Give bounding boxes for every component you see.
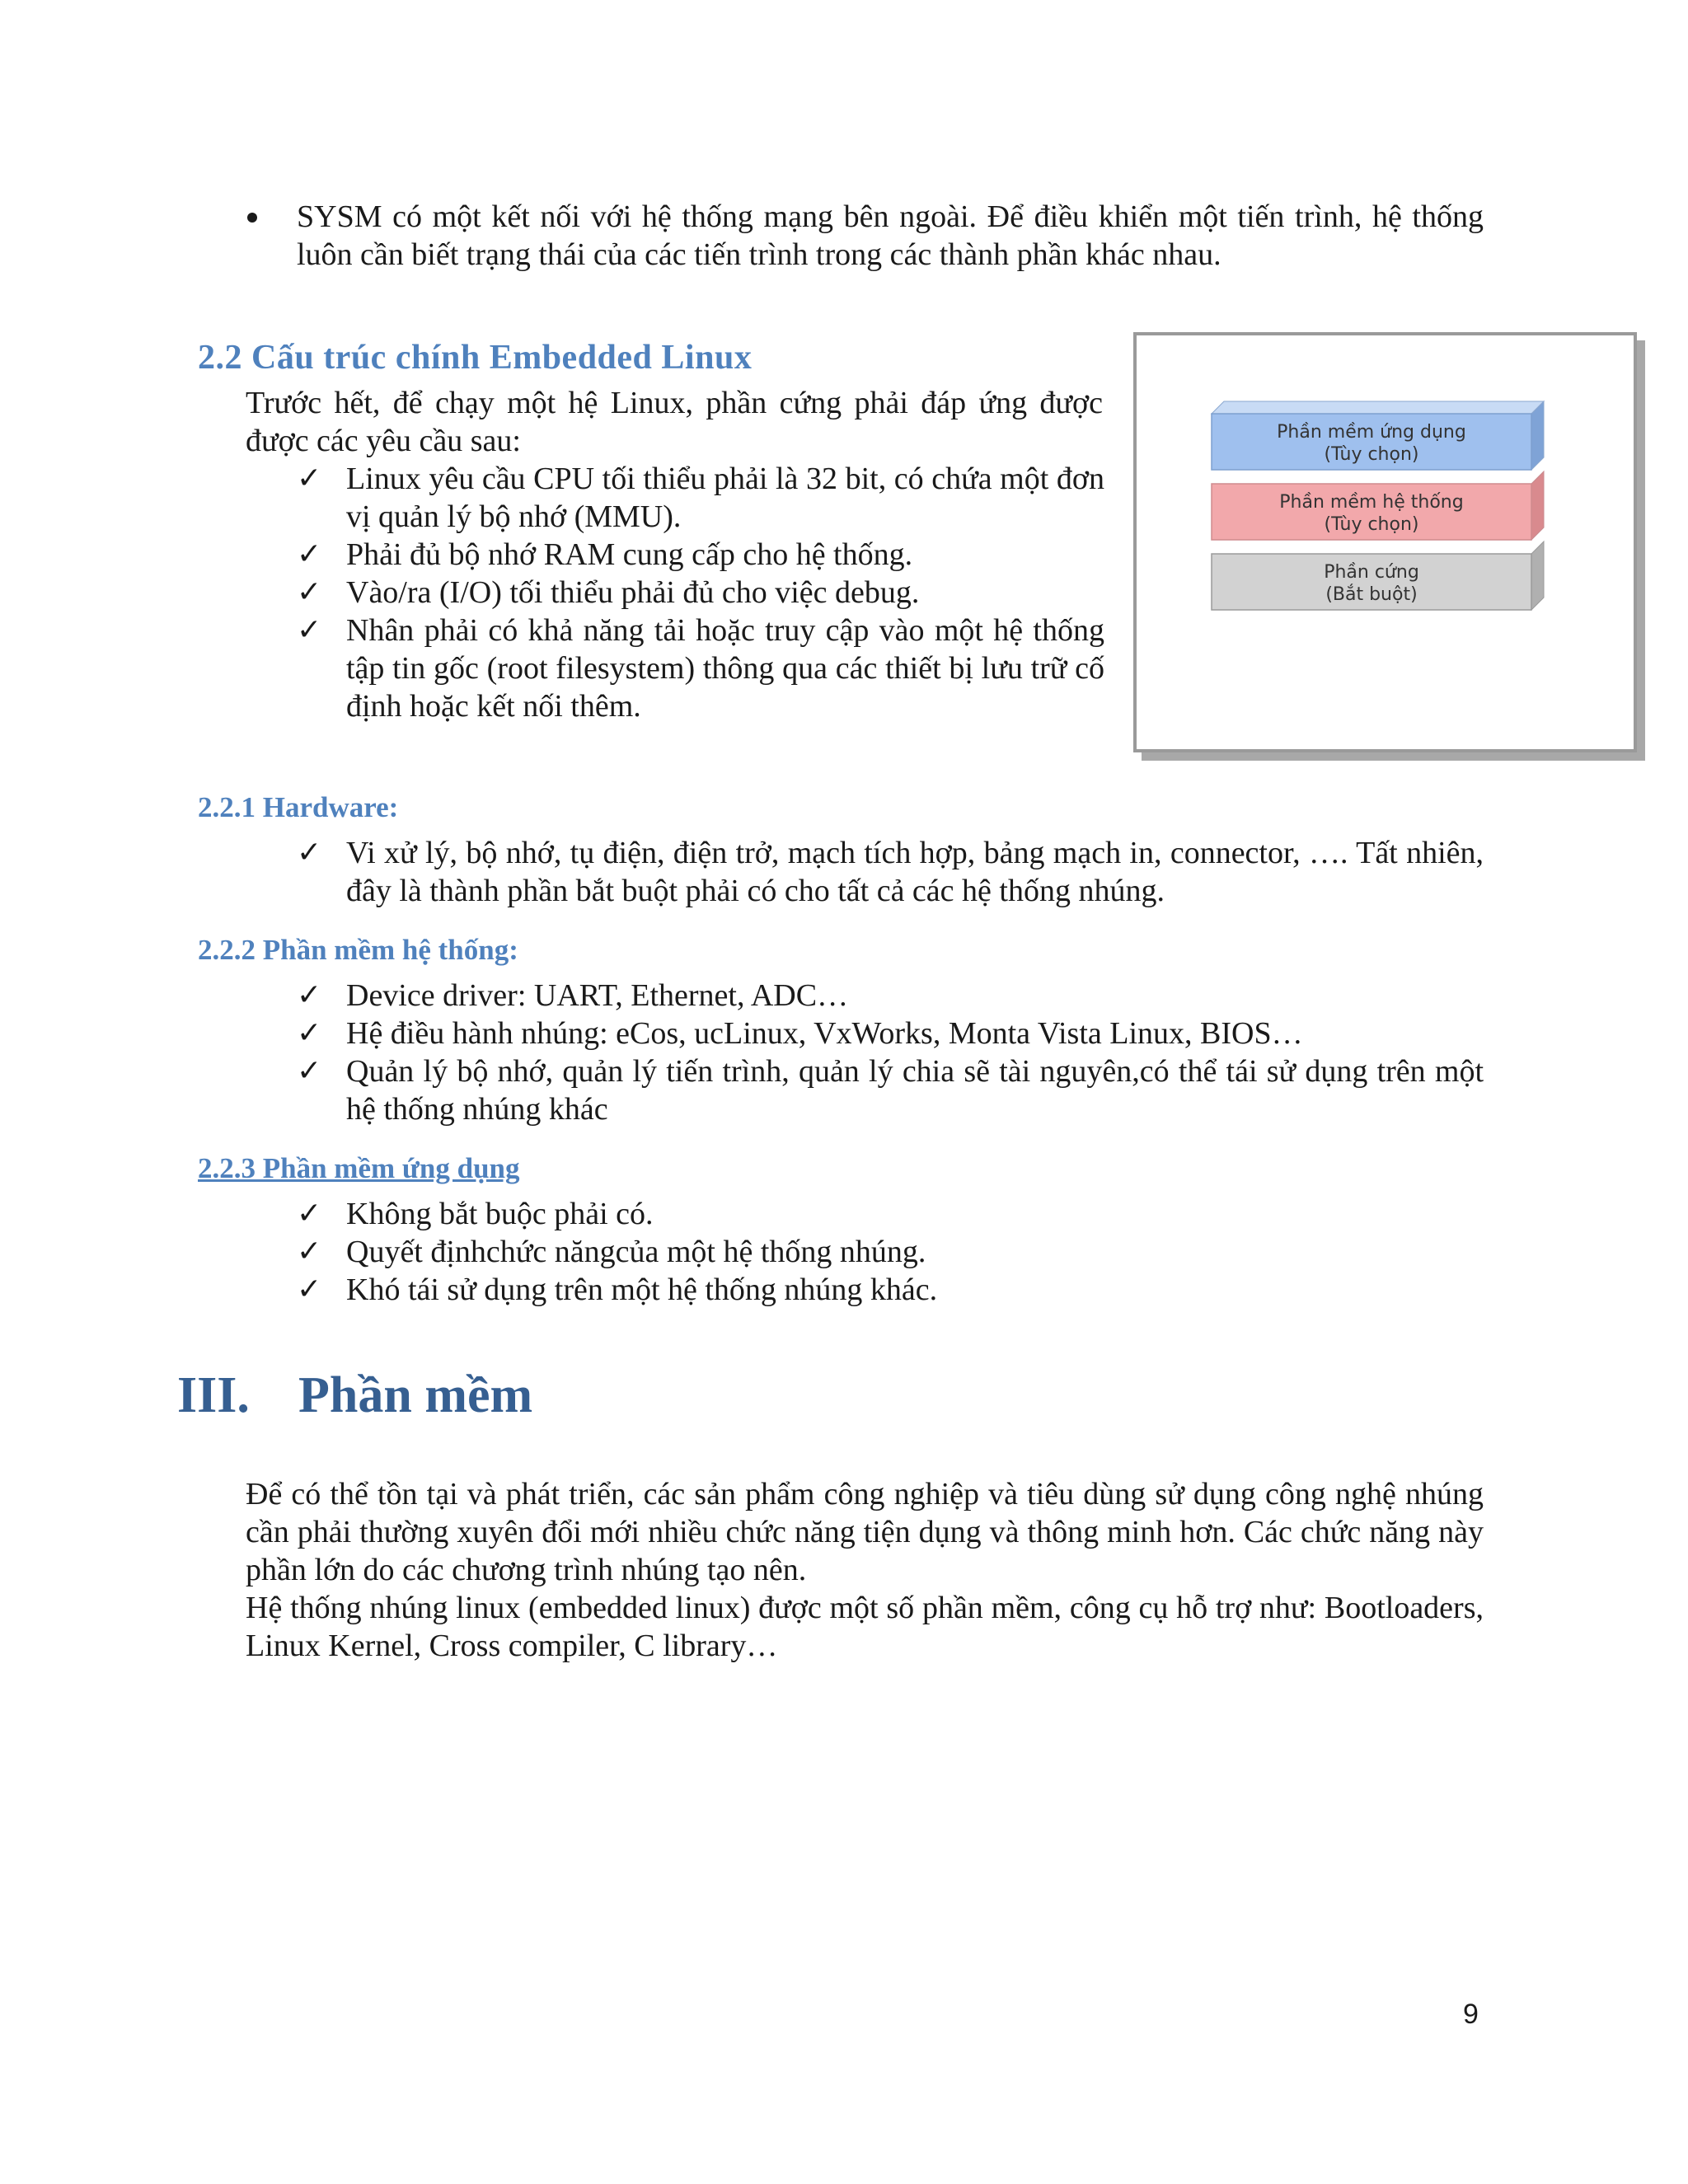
layer-system-software xyxy=(1212,471,1544,540)
list-item: ✓ Nhân phải có khả năng tải hoặc truy cập vào một hệ thống tập tin gốc (root filesystem) thông qua các thiết bị lưu trữ cố định hoặc kết nối thêm. xyxy=(297,613,1104,724)
list-item: ✓ Hệ điều hành nhúng: eCos, ucLinux, VxWorks, Monta Vista Linux, BIOS… xyxy=(297,1016,1303,1051)
layer-application-label: Phần mềm ứng dụng xyxy=(1277,422,1466,443)
checkmark-icon: ✓ xyxy=(297,978,322,1012)
intro-bullet xyxy=(247,198,1484,274)
checkmark-icon: ✓ xyxy=(297,462,322,495)
section-3-paragraph-1: Để có thể tồn tại và phát triển, các sản phẩm công nghiệp và tiêu dùng sử dụng công nghệ nhúng cần phải thường xuyên đổi mới nhiều chức năng tiện dụng và thông minh hơn. Các chức năng này phần lớn do các chương trình nhúng tạo nên. xyxy=(246,1477,1484,1587)
layer-application-sublabel: (Tùy chọn) xyxy=(1324,444,1419,465)
layer-hardware-label: Phần cứng xyxy=(1324,562,1419,583)
checkmark-icon: ✓ xyxy=(297,836,322,869)
heading-2-2-3: 2.2.3 Phần mềm ứng dụng xyxy=(198,1152,520,1184)
layer-system-label: Phần mềm hệ thống xyxy=(1279,492,1464,513)
checkmark-icon: ✓ xyxy=(297,575,322,609)
layer-diagram xyxy=(1137,335,1634,749)
checkmark-icon: ✓ xyxy=(297,1235,322,1268)
section-2-2-3-list xyxy=(297,1195,1484,1309)
section-2-2-intro: Trước hết, để chạy một hệ Linux, phần cứng phải đáp ứng được được các yêu cầu sau: xyxy=(246,386,1103,458)
checkmark-icon: ✓ xyxy=(297,1016,322,1050)
section-3-number: III. xyxy=(177,1367,250,1423)
checkmark-icon: ✓ xyxy=(297,537,322,571)
heading-2-2: 2.2 Cấu trúc chính Embedded Linux xyxy=(198,339,753,377)
section-3-title: Phần mềm xyxy=(298,1367,533,1423)
list-item: ✓ Vào/ra (I/O) tối thiểu phải đủ cho việc debug. xyxy=(297,575,920,610)
layer-hardware xyxy=(1212,541,1544,610)
layer-hardware-sublabel: (Bắt buột) xyxy=(1325,584,1418,605)
list-item: ✓ Phải đủ bộ nhớ RAM cung cấp cho hệ thống. xyxy=(297,537,913,572)
heading-2-2-1: 2.2.1 Hardware: xyxy=(198,791,399,823)
section-2-2-2-list xyxy=(297,977,1484,1128)
layer-system-sublabel: (Tùy chọn) xyxy=(1324,514,1419,535)
section-2-2-list xyxy=(297,460,1104,725)
list-item: ✓ Linux yêu cầu CPU tối thiểu phải là 32 bit, có chứa một đơn vị quản lý bộ nhớ (MMU). xyxy=(297,462,1104,534)
intro-bullet-text: SYSM có một kết nối với hệ thống mạng bên ngoài. Để điều khiển một tiến trình, hệ thống luôn cần biết trạng thái của các tiến trình trong các thành phần khác nhau. xyxy=(297,199,1484,272)
heading-section-3 xyxy=(177,1366,532,1425)
checkmark-icon: ✓ xyxy=(297,1272,322,1306)
layer-application-software xyxy=(1212,401,1544,470)
page-number: 9 xyxy=(1463,1999,1479,2030)
heading-2-2-2: 2.2.2 Phần mềm hệ thống: xyxy=(198,934,518,966)
bullet-dot-icon xyxy=(247,213,257,223)
layer-diagram-figure xyxy=(1133,332,1637,752)
list-item: ✓ Quản lý bộ nhớ, quản lý tiến trình, quản lý chia sẽ tài nguyên,có thể tái sử dụng trên một hệ thống nhúng khác xyxy=(297,1054,1484,1127)
section-2-2-1-list xyxy=(297,834,1484,910)
list-item: ✓ Không bắt buộc phải có. xyxy=(297,1197,654,1231)
checkmark-icon: ✓ xyxy=(297,1054,322,1088)
checkmark-icon: ✓ xyxy=(297,613,322,647)
list-item: ✓ Quyết địnhchức năngcủa một hệ thống nhúng. xyxy=(297,1235,926,1269)
section-3-paragraph-2: Hệ thống nhúng linux (embedded linux) được một số phần mềm, công cụ hỗ trợ như: Bootloaders, Linux Kernel, Cross compiler, C library… xyxy=(246,1591,1484,1663)
list-item: ✓ Vi xử lý, bộ nhớ, tụ điện, điện trở, mạch tích hợp, bảng mạch in, connector, …. Tất nhiên, đây là thành phần bắt buột phải có cho tất cả các hệ thống nhúng. xyxy=(297,836,1484,908)
list-item: ✓ Khó tái sử dụng trên một hệ thống nhúng khác. xyxy=(297,1272,938,1307)
list-item: ✓ Device driver: UART, Ethernet, ADC… xyxy=(297,978,849,1013)
checkmark-icon: ✓ xyxy=(297,1197,322,1230)
